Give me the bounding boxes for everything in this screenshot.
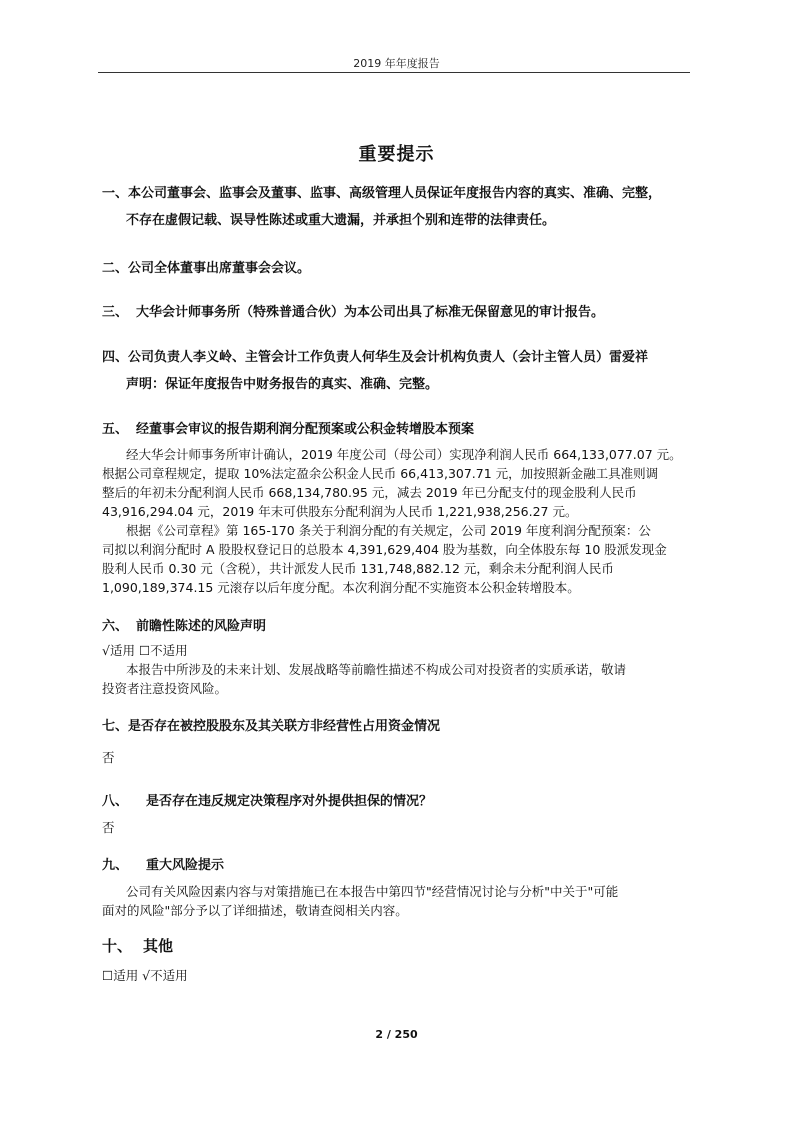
section-5-para1-line1: 经大华会计师事务所审计确认，2019 年度公司（母公司）实现净利润人民币 664,133,077.07 元。 (126, 447, 682, 462)
section-6-para-line1: 本报告中所涉及的未来计划、发展战略等前瞻性描述不构成公司对投资者的实质承诺，敬请 (126, 662, 627, 677)
section-5-para1-line2: 根据公司章程规定，提取 10%法定盈余公积金人民币 66,413,307.71 元，加按照新金融工具准则调 (102, 466, 659, 481)
section-8-number: 八、 (102, 794, 129, 809)
section-1-line-1: 一、本公司董事会、监事会及董事、监事、高级管理人员保证年度报告内容的真实、准确、完整， (102, 186, 662, 201)
header-divider (98, 72, 690, 73)
section-3-heading: 大华会计师事务所（特殊普通合伙）为本公司出具了标准无保留意见的审计报告。 (136, 305, 605, 320)
section-5-para1-line4: 43,916,294.04 元，2019 年末可供股东分配利润为人民币 1,221,938,256.27 元。 (102, 504, 578, 519)
page-title: 重要提示 (358, 144, 435, 165)
section-8-heading: 是否存在违反规定决策程序对外提供担保的情况？ (146, 794, 433, 809)
section-6-heading: 前瞻性陈述的风险声明 (136, 619, 267, 634)
section-3-number: 三、 (102, 305, 129, 320)
section-6-applicable: √适用 ☐不适用 (102, 643, 188, 658)
section-5-heading: 经董事会审议的报告期利润分配预案或公积金转增股本预案 (136, 422, 475, 437)
section-5-para1-line3: 整后的年初未分配利润人民币 668,134,780.95 元，减去 2019 年已分配支付的现金股利人民币 (102, 485, 637, 500)
section-7-heading: 七、是否存在被控股股东及其关联方非经营性占用资金情况 (102, 719, 441, 734)
section-5-para2-line2: 司拟以利润分配时 A 股股权登记日的总股本 4,391,629,404 股为基数，向全体股东每 10 股派发现金 (102, 542, 667, 557)
section-5-number: 五、 (102, 422, 129, 437)
page-header: 2019 年年度报告 (353, 57, 440, 70)
section-4-line-1: 四、公司负责人李义岭、主管会计工作负责人何华生及会计机构负责人（会计主管人员）雷爱祥 (102, 350, 649, 365)
section-5-para2-line3: 股利人民币 0.30 元（含税），共计派发人民币 131,748,882.12 元，剩余未分配利润人民币 (102, 561, 614, 576)
section-10-heading: 其他 (143, 937, 174, 955)
section-6-number: 六、 (102, 619, 129, 634)
section-7-answer: 否 (102, 750, 115, 765)
section-8-answer: 否 (102, 820, 115, 835)
section-2-heading: 二、公司全体董事出席董事会会议。 (102, 261, 311, 276)
section-1-line-2: 不存在虚假记载、误导性陈述或重大遗漏，并承担个别和连带的法律责任。 (126, 213, 556, 228)
section-5-para2-line4: 1,090,189,374.15 元滚存以后年度分配。本次利润分配不实施资本公积金转增股本。 (102, 580, 580, 595)
section-5-para2-line1: 根据《公司章程》第 165-170 条关于利润分配的有关规定，公司 2019 年度利润分配预案：公 (126, 523, 651, 538)
section-9-para-line1: 公司有关风险因素内容与对策措施已在本报告中第四节"经营情况讨论与分析"中关于"可能 (126, 884, 619, 899)
section-9-number: 九、 (102, 858, 129, 873)
section-9-heading: 重大风险提示 (146, 858, 225, 873)
section-9-para-line2: 面对的风险"部分予以了详细描述，敬请查阅相关内容。 (102, 903, 408, 918)
section-10-applicable: ☐适用 √不适用 (102, 968, 188, 983)
section-6-para-line2: 投资者注意投资风险。 (102, 681, 228, 696)
page-number: 2 / 250 (375, 1028, 418, 1041)
section-10-number: 十、 (102, 937, 133, 955)
section-4-line-2: 声明：保证年度报告中财务报告的真实、准确、完整。 (126, 377, 439, 392)
